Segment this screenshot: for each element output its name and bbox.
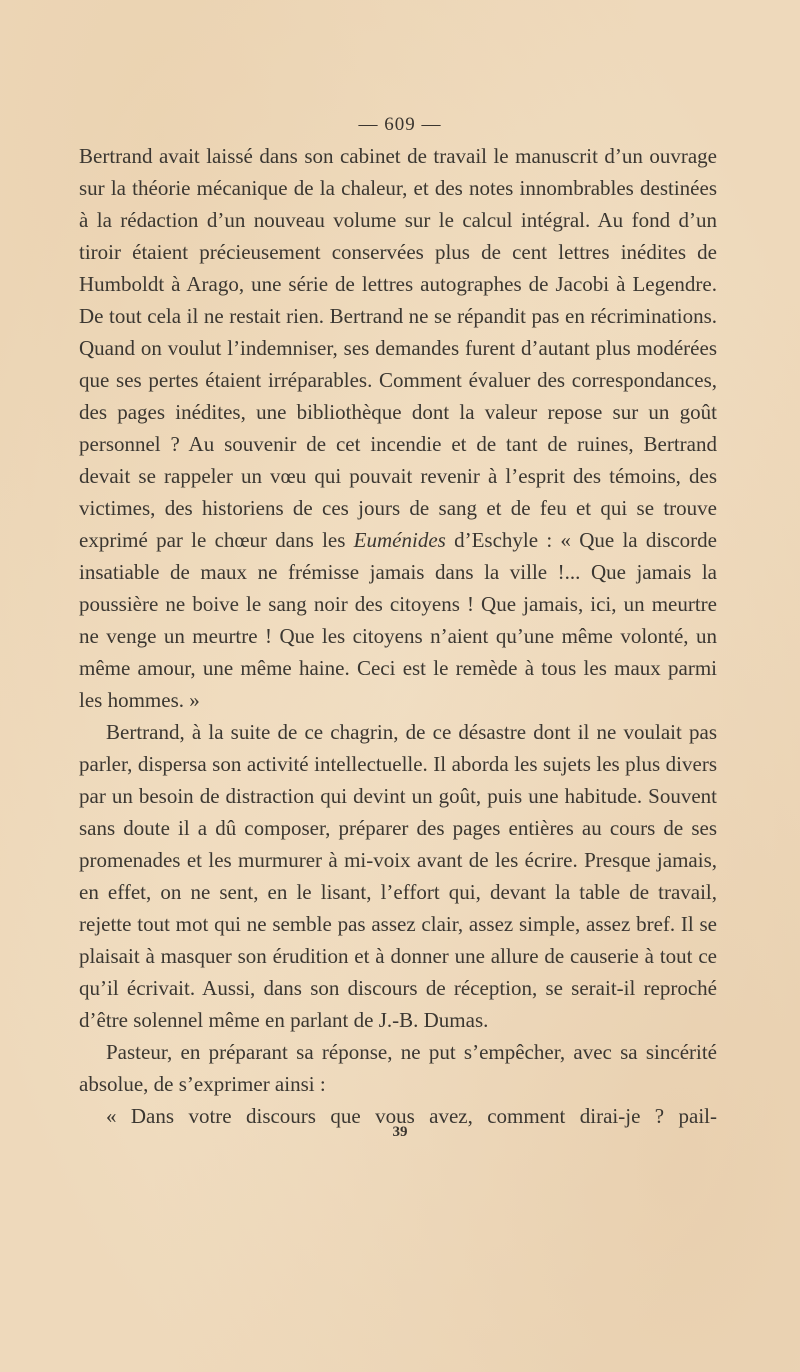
paragraph-1 [79,140,717,716]
euménides-title: Euménides [353,528,446,552]
paragraph-1-quote: d’Eschyle : « Que la discorde insatiable de maux ne frémisse jamais dans la ville !... Que jamais la poussière ne boive le sang noir des citoyens ! Que jamais, ici, un meurtre ne venge un meurtre ! Que les citoyens n’aient qu’une même volonté, un même amour, une même haine. Ceci est le remède à tous les maux parmi les hommes. » [79,528,718,712]
paragraph-4: « Dans votre discours que vous avez, comment dirai-je ? pail- [106,1104,717,1128]
paragraph-3: Pasteur, en préparant sa réponse, ne put s’empêcher, avec sa sincérité absolue, de s’exprimer ainsi : [79,1040,717,1096]
signature-mark: 39 [392,1124,408,1140]
body-text [79,140,717,1132]
paragraph-2: Bertrand, à la suite de ce chagrin, de ce désastre dont il ne voulait pas parler, dispersa son activité intellectuelle. Il aborda les sujets les plus divers par un besoin de distraction qui devint un goût, puis une habitude. Souvent sans doute il a dû composer, préparer des pages entières au cours de ses promenades et les murmurer à mi-voix avant de les écrire. Presque jamais, en effet, on ne sent, en le lisant, l’effort qui, devant la table de travail, rejette tout mot qui ne semble pas assez clair, assez simple, assez bref. Il se plaisait à masquer son érudition et à donner une allure de causerie à tout ce qu’il écrivait. Aussi, dans son discours de réception, se serait-il reproché d’être solennel même en parlant de J.-B. Dumas. [79,720,717,1032]
paragraph-1-text: Bertrand avait laissé dans son cabinet de travail le manuscrit d’un ouvrage sur la théorie mécanique de la chaleur, et des notes innombrables destinées à la rédaction d’un nouveau volume sur le calcul intégral. Au fond d’un tiroir étaient précieusement conservées plus de cent lettres inédites de Humboldt à Arago, une série de lettres autographes de Jacobi à Legendre. De tout cela il ne restait rien. Bertrand ne se répandit pas en récriminations. Quand on voulut l’indemniser, ses demandes furent d’autant plus modérées que ses pertes étaient irréparables. Comment évaluer des correspondances, des pages inédites, une bibliothèque dont la valeur repose sur un goût personnel ? Au souvenir de cet incendie et de tant de ruines, Bertrand devait se rappeler un vœu qui pouvait revenir à l’esprit des témoins, des victimes, des historiens de ces jours de sang et de feu et qui se trouve exprimé par le chœur dans les [79,144,717,552]
page-number: — 609 — [358,114,442,135]
